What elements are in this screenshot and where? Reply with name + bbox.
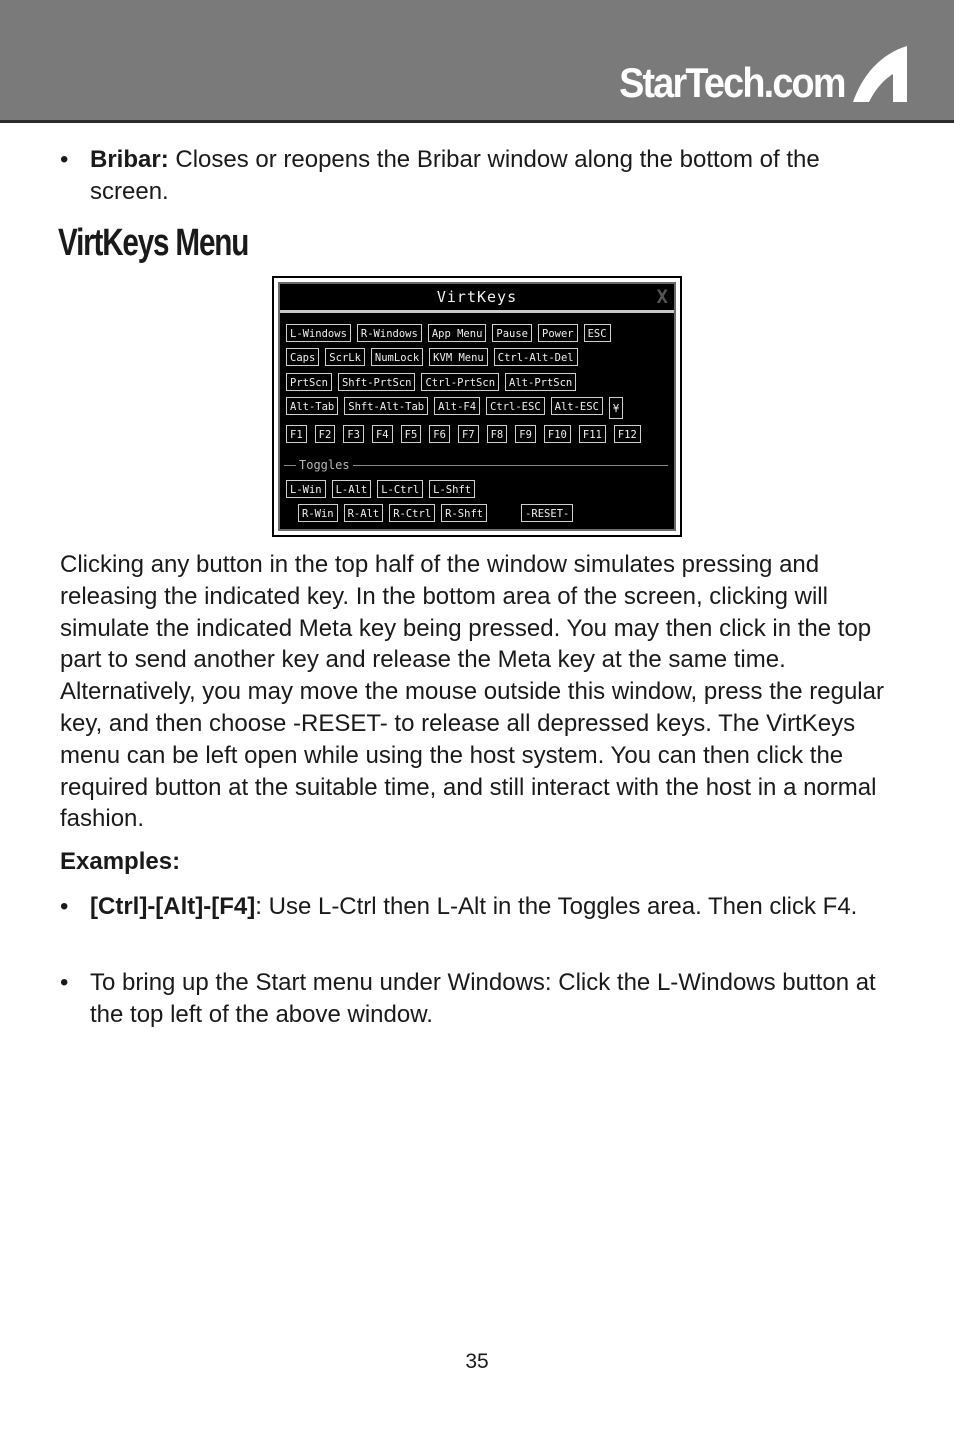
section-title: VirtKeys Menu	[58, 222, 249, 264]
page-number: 35	[465, 1350, 489, 1373]
key-f1[interactable]: F1	[286, 425, 307, 443]
key-ctrl-esc[interactable]: Ctrl-ESC	[486, 397, 545, 415]
reset-button[interactable]: -RESET-	[521, 504, 573, 522]
key-app-menu[interactable]: App Menu	[428, 324, 487, 342]
toggles-divider	[284, 458, 668, 472]
key-row-1	[286, 324, 611, 342]
close-icon[interactable]: X	[656, 286, 668, 308]
key-row-3	[286, 373, 576, 391]
key-shft-alt-tab[interactable]: Shft-Alt-Tab	[344, 397, 428, 415]
key-f8[interactable]: F8	[487, 425, 508, 443]
toggle-row-right	[298, 504, 573, 522]
key-kvm-menu[interactable]: KVM Menu	[429, 348, 488, 366]
key-ctrl-alt-del[interactable]: Ctrl-Alt-Del	[494, 348, 578, 366]
key-ctrl-prtscn[interactable]: Ctrl-PrtScn	[421, 373, 499, 391]
virtkeys-title: VirtKeys	[436, 288, 518, 306]
key-r-windows[interactable]: R-Windows	[357, 324, 422, 342]
toggles-label: Toggles	[296, 458, 353, 472]
page-header	[0, 0, 954, 120]
key-alt-tab[interactable]: Alt-Tab	[286, 397, 338, 415]
key-f3[interactable]: F3	[343, 425, 364, 443]
key-f7[interactable]: F7	[458, 425, 479, 443]
toggle-l-ctrl[interactable]: L-Ctrl	[377, 480, 423, 498]
example-item-2	[60, 967, 890, 1031]
key-alt-f4[interactable]: Alt-F4	[434, 397, 480, 415]
key-row-4	[286, 397, 623, 419]
key-prtscn[interactable]: PrtScn	[286, 373, 332, 391]
header-divider	[0, 120, 954, 123]
key-caps[interactable]: Caps	[286, 348, 319, 366]
toggle-r-win[interactable]: R-Win	[298, 504, 338, 522]
key-f2[interactable]: F2	[315, 425, 336, 443]
key-shft-prtscn[interactable]: Shft-PrtScn	[338, 373, 416, 391]
key-f6[interactable]: F6	[429, 425, 450, 443]
key-f9[interactable]: F9	[515, 425, 536, 443]
key-yen[interactable]: ¥	[609, 397, 623, 419]
bullet-dot: •	[60, 146, 69, 173]
toggle-l-shft[interactable]: L-Shft	[429, 480, 475, 498]
key-f5[interactable]: F5	[401, 425, 422, 443]
example-item-1	[60, 891, 890, 923]
example-text: To bring up the Start menu under Windows: Click the L-Windows button at the top left of the above window.	[90, 969, 876, 1028]
key-row-2	[286, 348, 578, 366]
logo-swoosh-icon	[849, 44, 909, 104]
key-esc[interactable]: ESC	[584, 324, 611, 342]
virtkeys-screenshot	[272, 276, 682, 537]
key-f12[interactable]: F12	[614, 425, 641, 443]
key-pause[interactable]: Pause	[492, 324, 532, 342]
examples-heading: Examples:	[60, 848, 181, 875]
bullet-dot: •	[60, 893, 69, 920]
virtkeys-window	[278, 282, 676, 531]
toggle-r-alt[interactable]: R-Alt	[344, 504, 384, 522]
logo-text: StarTech.com	[619, 59, 845, 106]
bribar-desc: Closes or reopens the Bribar window along the bottom of the screen.	[90, 146, 820, 205]
key-f10[interactable]: F10	[544, 425, 571, 443]
key-alt-prtscn[interactable]: Alt-PrtScn	[505, 373, 576, 391]
example-text: : Use L-Ctrl then L-Alt in the Toggles area. Then click F4.	[255, 893, 858, 920]
virtkeys-titlebar	[280, 284, 674, 313]
toggle-r-ctrl[interactable]: R-Ctrl	[389, 504, 435, 522]
description-paragraph: Clicking any button in the top half of the window simulates pressing and releasing the indicated key. In the bottom area of the screen, clicking will simulate the indicated Meta key being pressed. You may then click in the top part to send another key and release the Meta key at the same time. Alternatively, you may move the mouse outside this window, press the regular key, and then choose -RESET- to release all depressed keys. The VirtKeys menu can be left open while using the host system. You can then click the required button at the suitable time, and still interact with the host in a normal fashion.	[60, 551, 884, 833]
key-f11[interactable]: F11	[579, 425, 606, 443]
key-row-fkeys	[286, 425, 641, 443]
toggle-l-win[interactable]: L-Win	[286, 480, 326, 498]
toggle-row-left	[286, 480, 475, 498]
bullet-dot: •	[60, 969, 69, 996]
key-l-windows[interactable]: L-Windows	[286, 324, 351, 342]
bribar-bullet	[60, 144, 890, 208]
key-scrlk[interactable]: ScrLk	[325, 348, 365, 366]
key-alt-esc[interactable]: Alt-ESC	[551, 397, 603, 415]
toggle-r-shft[interactable]: R-Shft	[441, 504, 487, 522]
example-term: [Ctrl]-[Alt]-[F4]	[90, 893, 256, 920]
bribar-term: Bribar:	[90, 146, 169, 173]
toggle-l-alt[interactable]: L-Alt	[332, 480, 372, 498]
startech-logo	[594, 44, 909, 104]
key-numlock[interactable]: NumLock	[371, 348, 423, 366]
key-f4[interactable]: F4	[372, 425, 393, 443]
key-power[interactable]: Power	[538, 324, 578, 342]
